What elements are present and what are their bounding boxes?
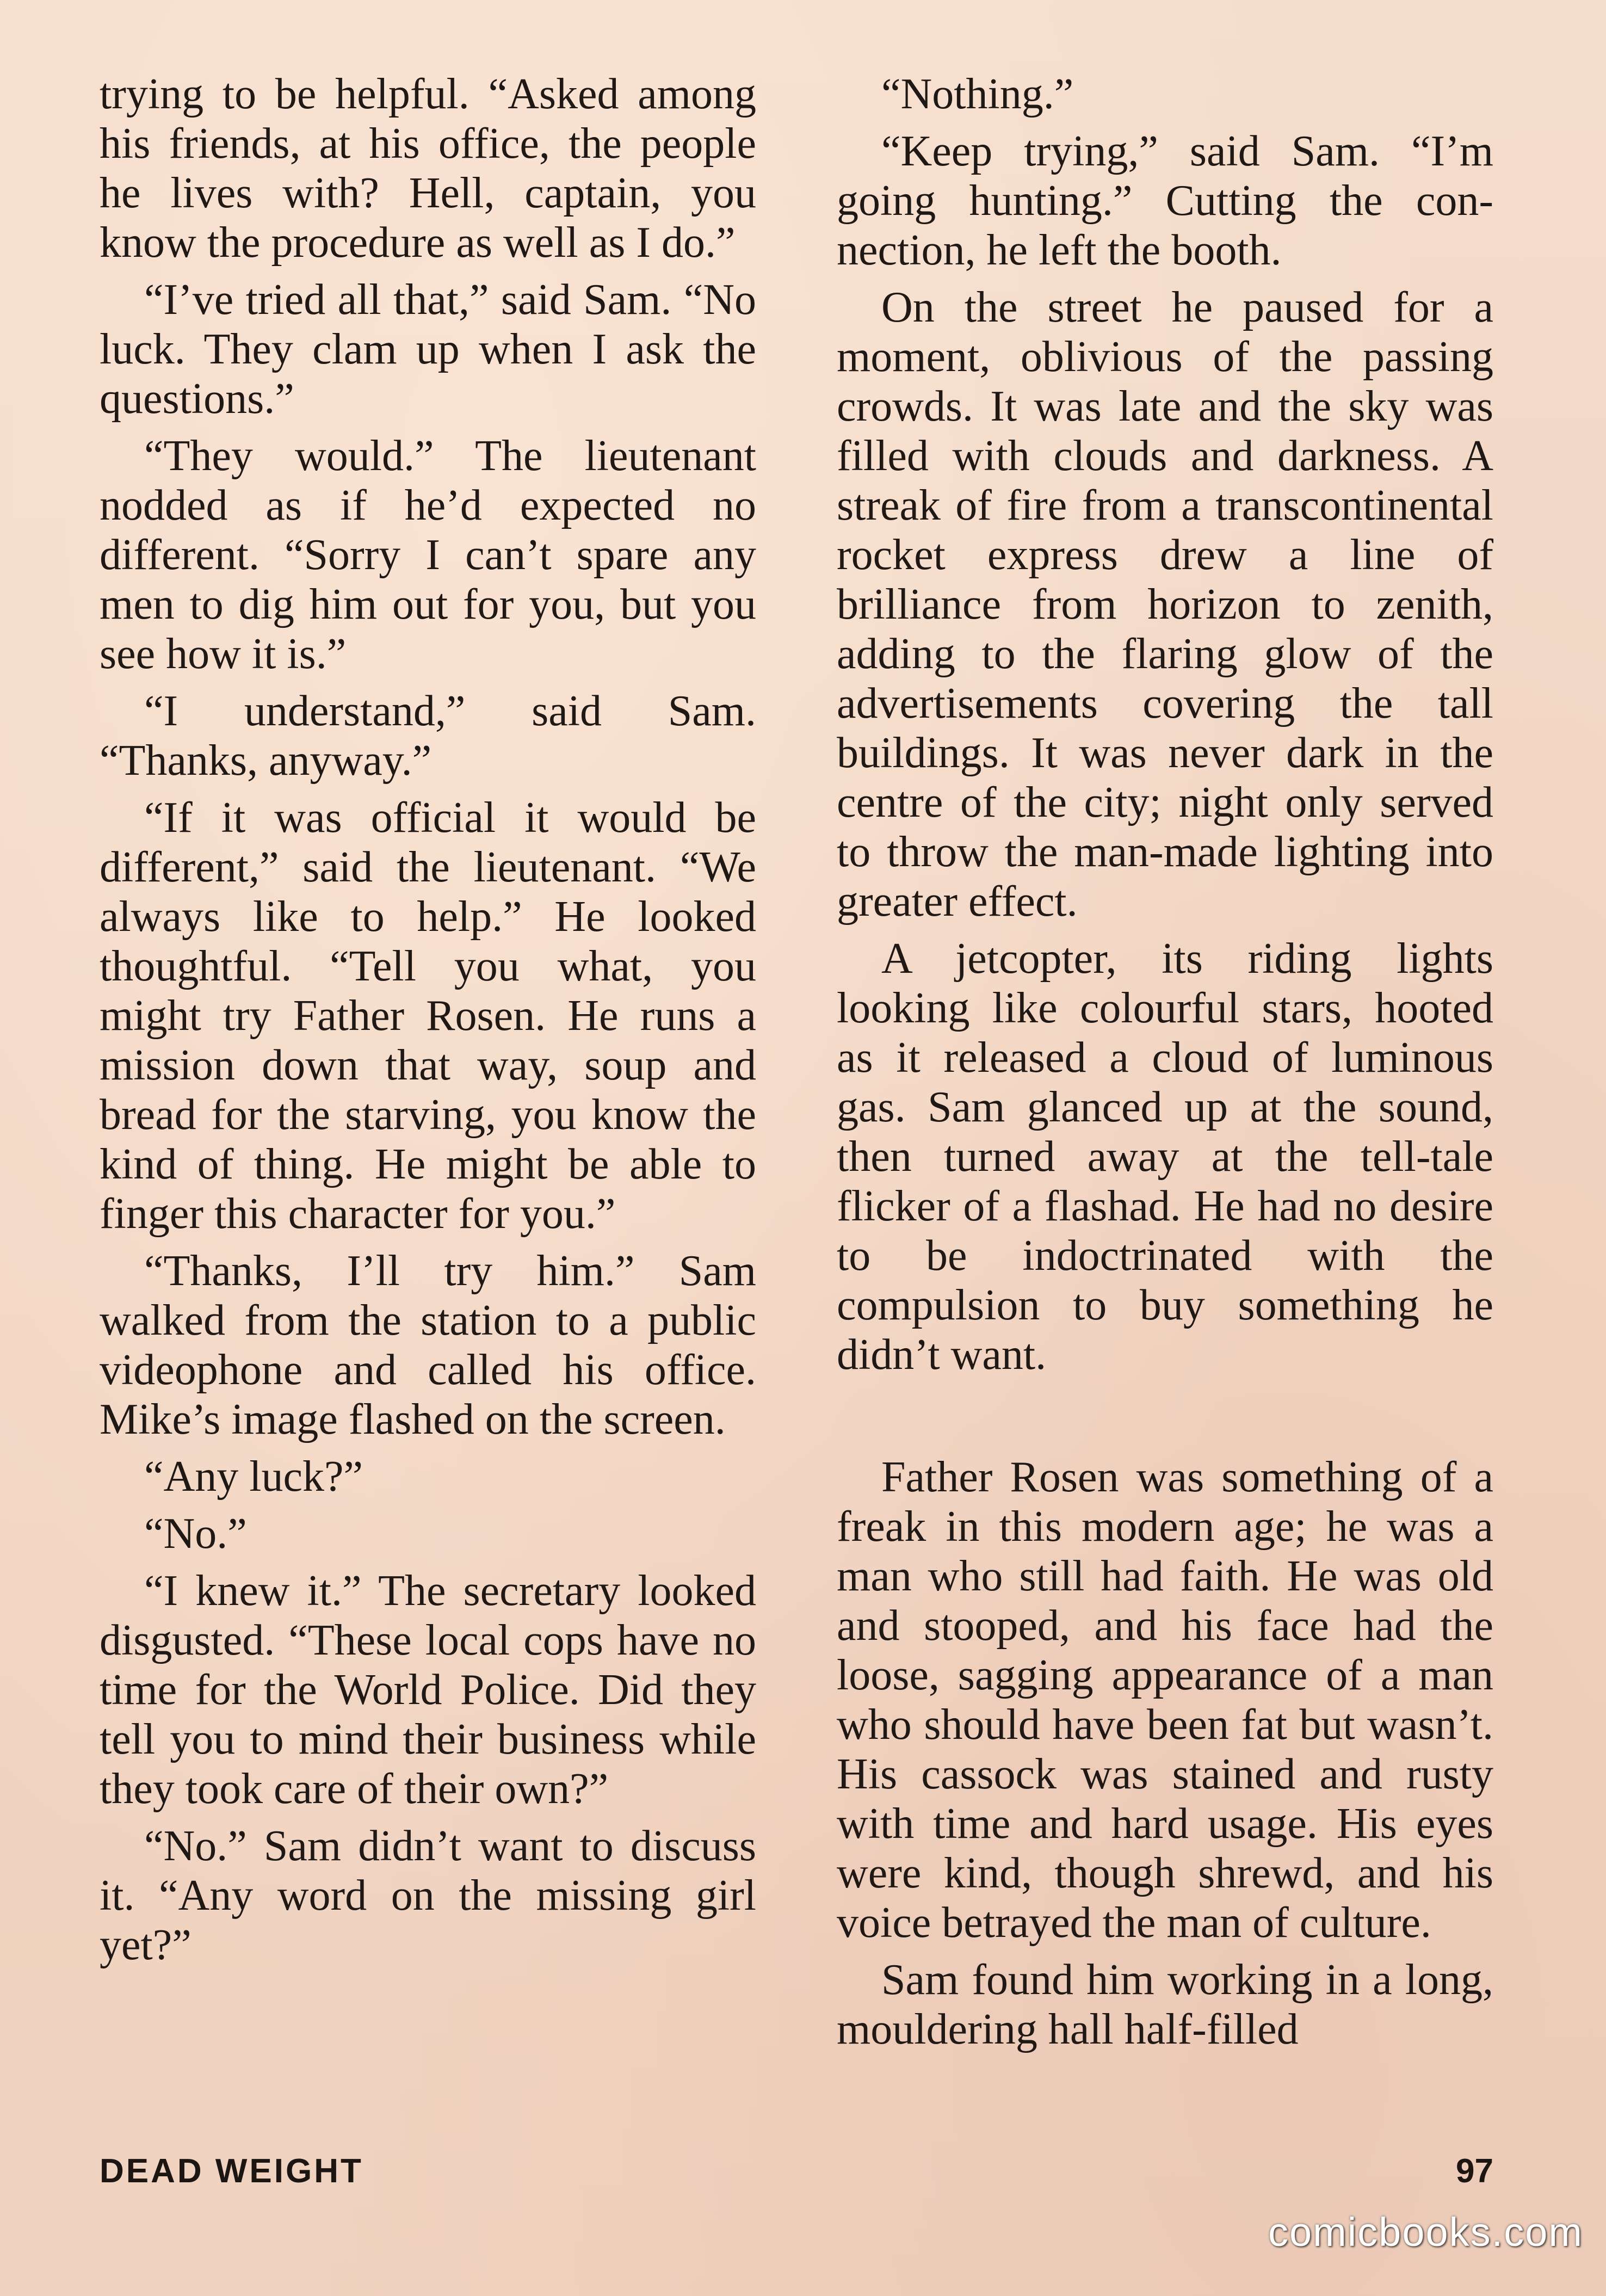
paragraph: A jetcopter, its riding lights looking like colourful stars, hooted as it released a cloud of luminous gas. Sam glanced up at the sound, then turned away at the tell-tale flicker of a flashad. He had no desire to be indoctrinated with the compulsion to buy something he didn’t want.	[837, 935, 1493, 1379]
paragraph: “No.”	[144, 1510, 247, 1558]
watermark-text: comicbooks.com	[1268, 2209, 1583, 2255]
paragraph: “No.” Sam didn’t want to discuss it. “Any word on the missing girl yet?”	[100, 1822, 756, 1969]
paragraph: “If it was official it would be different,” said the lieutenant. “We always like to help.” He looked thoughtful. “Tell you what, you might try Father Rosen. He runs a mission down that way, soup and bread for the starving, you know the kind of thing. He might be able to finger this character for you.”	[100, 794, 756, 1238]
paragraph: “Nothing.”	[881, 70, 1074, 118]
paragraph: “Thanks, I’ll try him.” Sam walked from the station to a public videophone and called his office. Mike’s image flashed on the screen.	[100, 1247, 756, 1443]
page-number: 97	[1456, 2152, 1493, 2190]
paragraph: “Keep trying,” said Sam. “I’m going hunting.” Cutting the connection, he left the booth.	[837, 127, 1493, 274]
left-text-column	[100, 70, 756, 1978]
paragraph: trying to be helpful. “Asked among his friends, at his office, the people he lives with? Hell, captain, you know the procedure as well as I do.”	[100, 70, 756, 267]
paragraph: “They would.” The lieutenant nodded as if he’d expected no different. “Sorry I can’t spare any men to dig him out for you, but you see how it is.”	[100, 432, 756, 678]
paragraph: “I understand,” said Sam. “Thanks, anyway.”	[100, 687, 756, 785]
paragraph: Father Rosen was something of a freak in this modern age; he was a man who still had faith. He was old and stooped, and his face had the loose, sagging appearance of a man who should have been fat but wasn’t. His cassock was stained and rusty with time and hard usage. His eyes were kind, though shrewd, and his voice betrayed the man of culture.	[837, 1453, 1493, 1947]
section-break	[837, 1387, 1493, 1453]
running-footer-title: DEAD WEIGHT	[100, 2152, 363, 2190]
right-text-column	[837, 70, 1493, 2062]
paragraph: “Any luck?”	[144, 1453, 363, 1501]
paragraph: On the street he paused for a moment, oblivious of the passing crowds. It was late and the sky was filled with clouds and darkness. A streak of fire from a transcontinental rocket express drew a line of brilliance from horizon to zenith, adding to the flaring glow of the advertisements covering the tall buildings. It was never dark in the centre of the city; night only served to throw the man-made lighting into greater effect.	[837, 283, 1493, 925]
paragraph: “I knew it.” The secretary looked disgusted. “These local cops have no time for the World Police. Did they tell you to mind their business while they took care of their own?”	[100, 1567, 756, 1813]
paragraph: Sam found him working in a long, mouldering hall half-filled	[837, 1956, 1493, 2053]
paragraph: “I’ve tried all that,” said Sam. “No luck. They clam up when I ask the questions.”	[100, 276, 756, 423]
